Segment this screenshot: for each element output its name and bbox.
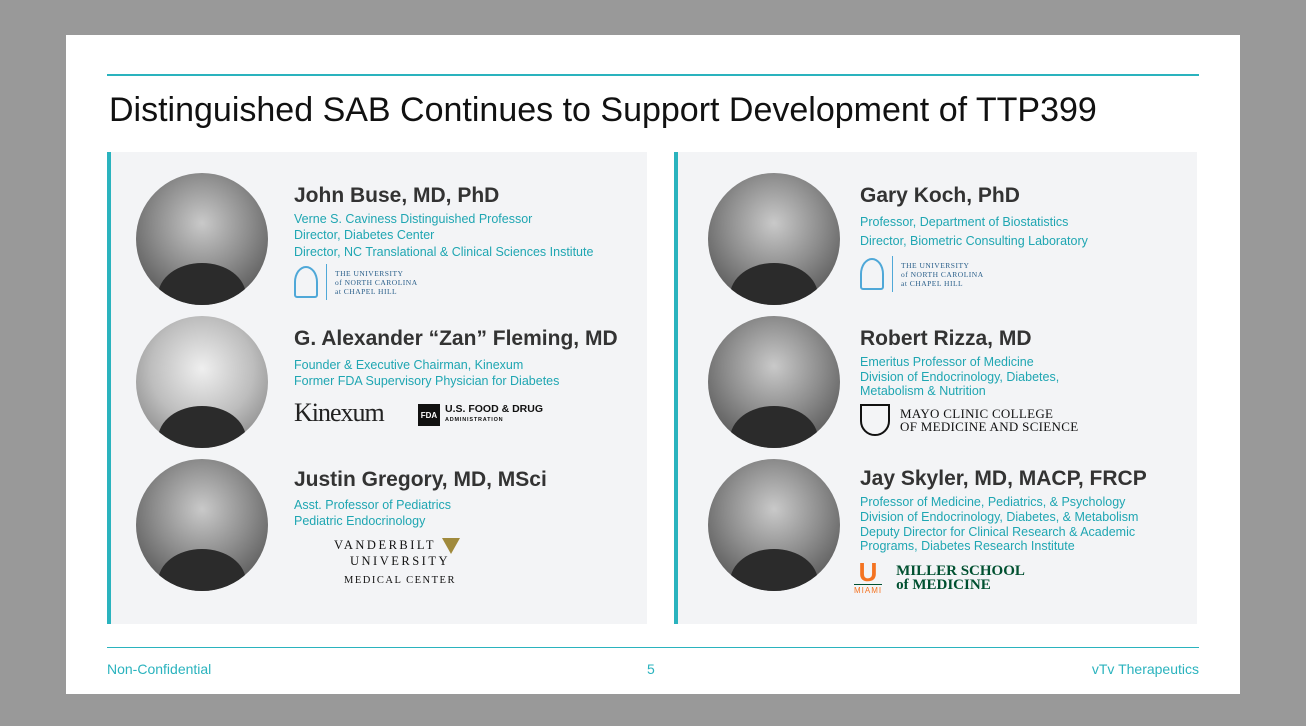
member-detail: Founder & Executive Chairman, Kinexum [294, 358, 524, 372]
fda-icon: FDA [418, 404, 440, 426]
member-detail: Director, Diabetes Center [294, 228, 435, 242]
miami-u-icon: U [858, 557, 878, 587]
portrait-robert-rizza [708, 316, 840, 448]
left-panel [107, 152, 647, 624]
member-detail: Pediatric Endocrinology [294, 514, 426, 528]
slide [66, 35, 1240, 694]
footer-confidentiality: Non-Confidential [107, 661, 212, 677]
member-name: Gary Koch, PhD [860, 184, 1020, 207]
old-well-icon [860, 258, 884, 290]
mayo-shield-icon [860, 404, 890, 436]
member-detail: Deputy Director for Clinical Research & Academic [860, 525, 1136, 539]
member-detail: Division of Endocrinology, Diabetes, & Metabolism [860, 510, 1139, 524]
mayo-clinic-logo: MAYO CLINIC COLLEGE OF MEDICINE AND SCIENCE [860, 404, 1078, 436]
member-detail: Verne S. Caviness Distinguished Professor [294, 212, 533, 226]
portrait-gary-koch [708, 173, 840, 305]
member-name: Jay Skyler, MD, MACP, FRCP [860, 467, 1147, 490]
member-detail: Professor, Department of Biostatistics [860, 215, 1069, 229]
portrait-john-buse [136, 173, 268, 305]
member-detail: Professor of Medicine, Pediatrics, & Psychology [860, 495, 1126, 509]
miami-miller-logo: U MIAMI MILLER SCHOOL of MEDICINE [854, 557, 1025, 595]
member-detail: Director, Biometric Consulting Laboratory [860, 234, 1088, 248]
fda-logo: FDA U.S. FOOD & DRUG ADMINISTRATION [418, 404, 543, 426]
old-well-icon [294, 266, 318, 298]
member-detail: Emeritus Professor of Medicine [860, 355, 1034, 369]
member-detail: Former FDA Supervisory Physician for Diabetes [294, 374, 560, 388]
portrait-jay-skyler [708, 459, 840, 591]
portrait-justin-gregory [136, 459, 268, 591]
member-name: G. Alexander “Zan” Fleming, MD [294, 327, 618, 350]
vanderbilt-v-icon [442, 538, 460, 554]
vanderbilt-logo: VANDERBILTUNIVERSITY MEDICAL CENTER [294, 538, 506, 586]
unc-logo: THE UNIVERSITY of NORTH CAROLINA at CHAPEL HILL [860, 256, 984, 292]
member-detail: Programs, Diabetes Research Institute [860, 539, 1075, 553]
bottom-rule [107, 647, 1199, 648]
footer-company: vTv Therapeutics [1091, 661, 1199, 677]
right-panel [674, 152, 1197, 624]
member-detail: Division of Endocrinology, Diabetes, [860, 370, 1060, 384]
member-detail: Director, NC Translational & Clinical Sciences Institute [294, 245, 594, 259]
member-detail: Metabolism & Nutrition [860, 384, 986, 398]
member-name: Justin Gregory, MD, MSci [294, 468, 547, 491]
portrait-zan-fleming [136, 316, 268, 448]
slide-title: Distinguished SAB Continues to Support Development of TTP399 [109, 91, 1097, 129]
unc-logo: THE UNIVERSITY of NORTH CAROLINA at CHAPEL HILL [294, 264, 418, 300]
kinexum-logo: Kinexum [294, 398, 384, 427]
member-name: Robert Rizza, MD [860, 327, 1032, 350]
member-name: John Buse, MD, PhD [294, 184, 500, 207]
top-rule [107, 74, 1199, 76]
footer-page-number: 5 [647, 661, 655, 677]
member-detail: Asst. Professor of Pediatrics [294, 498, 452, 512]
